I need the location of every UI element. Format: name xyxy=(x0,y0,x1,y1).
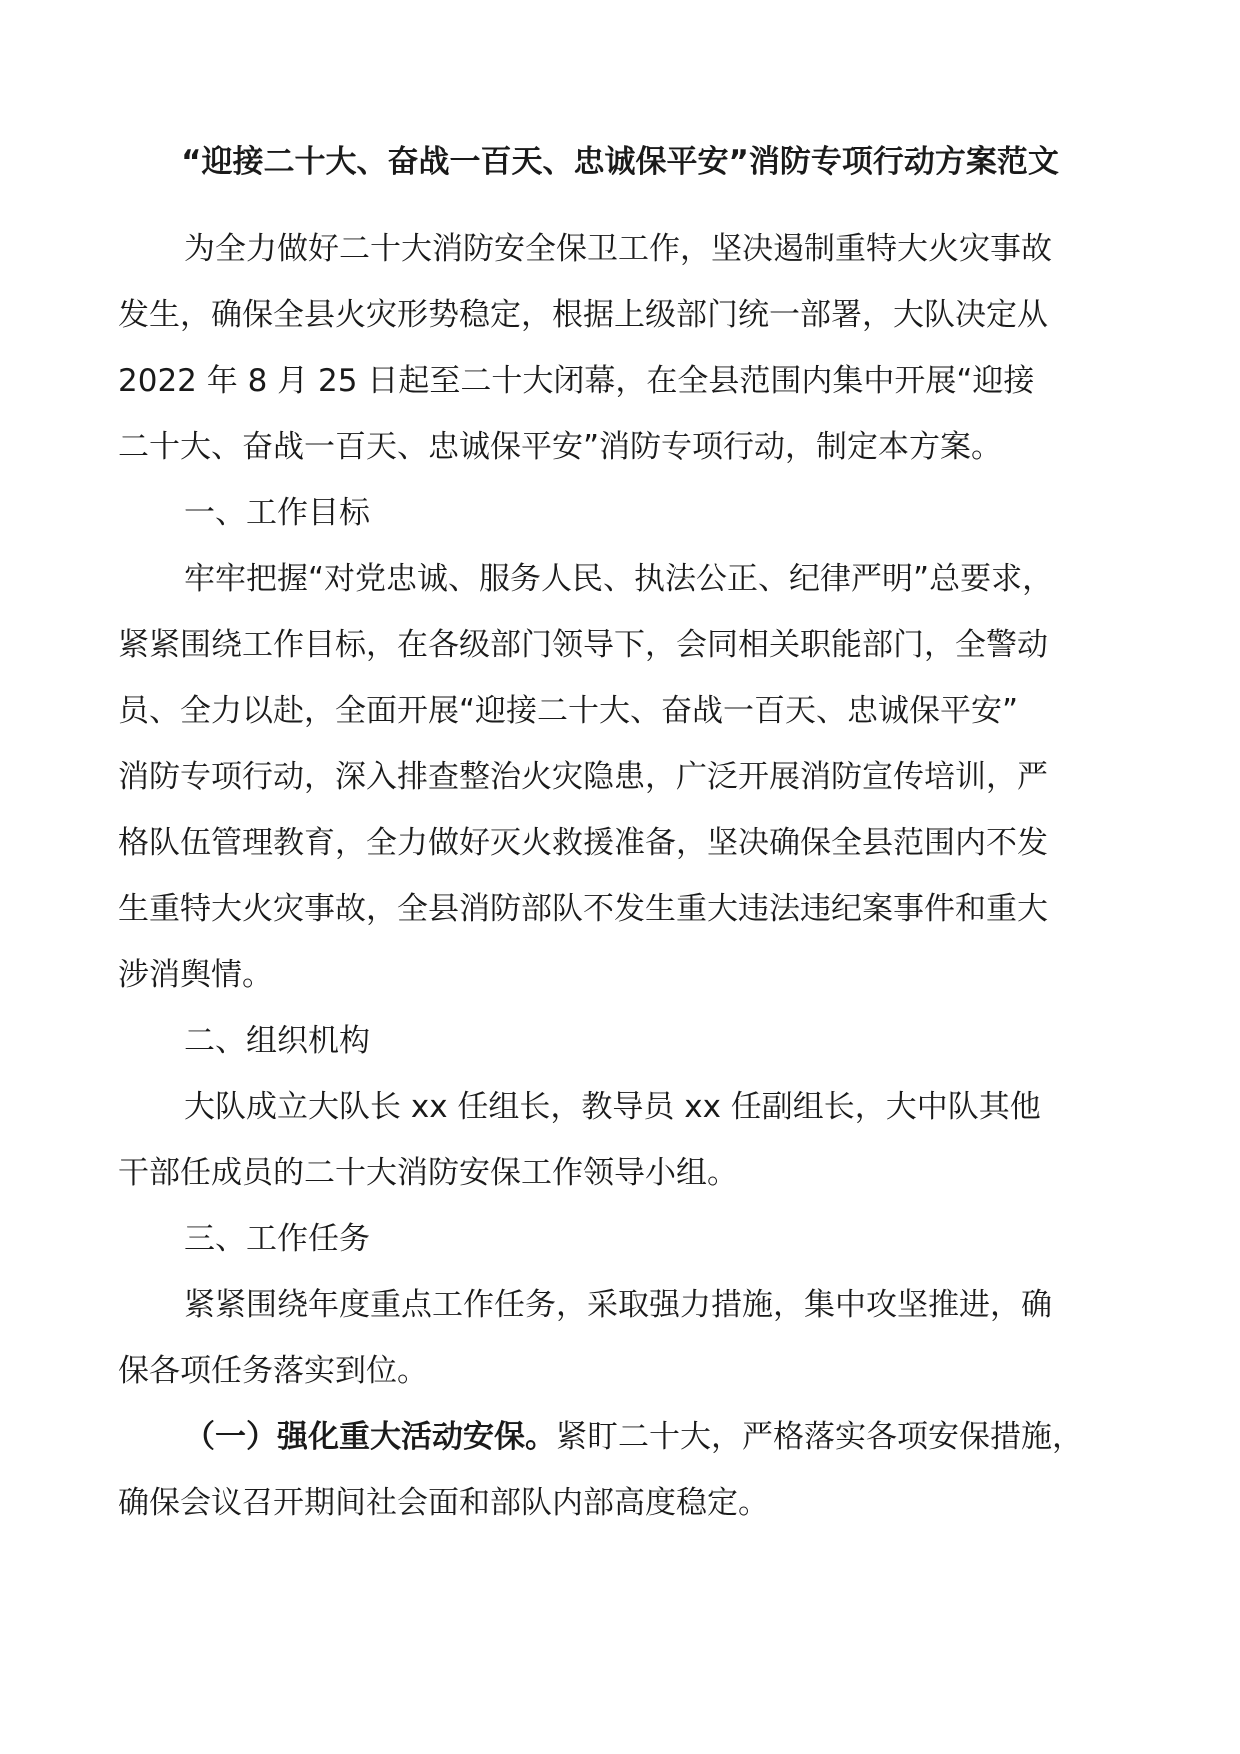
text-line: 涉消舆情。 xyxy=(118,957,273,993)
text-line: 紧紧围绕工作目标，在各级部门领导下，会同相关职能部门，全警动 xyxy=(118,627,1048,663)
text-line: 消防专项行动，深入排查整治火灾隐患，广泛开展消防宣传培训，严 xyxy=(118,759,1048,795)
text-line: 生重特大火灾事故，全县消防部队不发生重大违法违纪案事件和重大 xyxy=(118,891,1048,927)
section3-paragraph xyxy=(118,1272,1138,1404)
text-line: 发生，确保全县火灾形势稳定，根据上级部门统一部署，大队决定从 xyxy=(118,297,1048,333)
text-line: 员、全力以赴，全面开展“迎接二十大、奋战一百天、忠诚保平安” xyxy=(118,693,1019,729)
text-line: 保各项任务落实到位。 xyxy=(118,1353,428,1389)
item1-text: 紧盯二十大，严格落实各项安保措施， xyxy=(556,1419,1083,1455)
item1-paragraph xyxy=(118,1404,1138,1536)
text-line: 确保会议召开期间社会面和部队内部高度稳定。 xyxy=(118,1485,769,1521)
text-line: 2022 年 8 月 25 日起至二十大闭幕，在全县范围内集中开展“迎接 xyxy=(118,363,1035,399)
text-line: 二十大、奋战一百天、忠诚保平安”消防专项行动，制定本方案。 xyxy=(118,429,1003,465)
item1-bold-lead: （一）强化重大活动安保。 xyxy=(184,1419,556,1455)
section1-paragraph xyxy=(118,546,1138,1008)
text-line: 紧紧围绕年度重点工作任务，采取强力措施，集中攻坚推进，确 xyxy=(184,1287,1052,1323)
item1-line xyxy=(118,1404,1138,1470)
text-line: 大队成立大队长 xx 任组长，教导员 xx 任副组长，大中队其他 xyxy=(184,1089,1041,1125)
section-heading: 二、组织机构 xyxy=(184,1023,370,1059)
text-line: 格队伍管理教育，全力做好灭火救援准备，坚决确保全县范围内不发 xyxy=(118,825,1048,861)
section-heading: 三、工作任务 xyxy=(184,1221,370,1257)
intro-paragraph xyxy=(118,216,1138,480)
document-body xyxy=(118,216,1138,1536)
section-heading: 一、工作目标 xyxy=(184,495,370,531)
document-title: “迎接二十大、奋战一百天、忠诚保平安”消防专项行动方案范文 xyxy=(181,144,1059,180)
text-line: 干部任成员的二十大消防安保工作领导小组。 xyxy=(118,1155,738,1191)
text-line: 牢牢把握“对党忠诚、服务人民、执法公正、纪律严明”总要求， xyxy=(184,561,1054,597)
text-line: 为全力做好二十大消防安全保卫工作，坚决遏制重特大火灾事故 xyxy=(184,231,1052,267)
section2-paragraph xyxy=(118,1074,1138,1206)
